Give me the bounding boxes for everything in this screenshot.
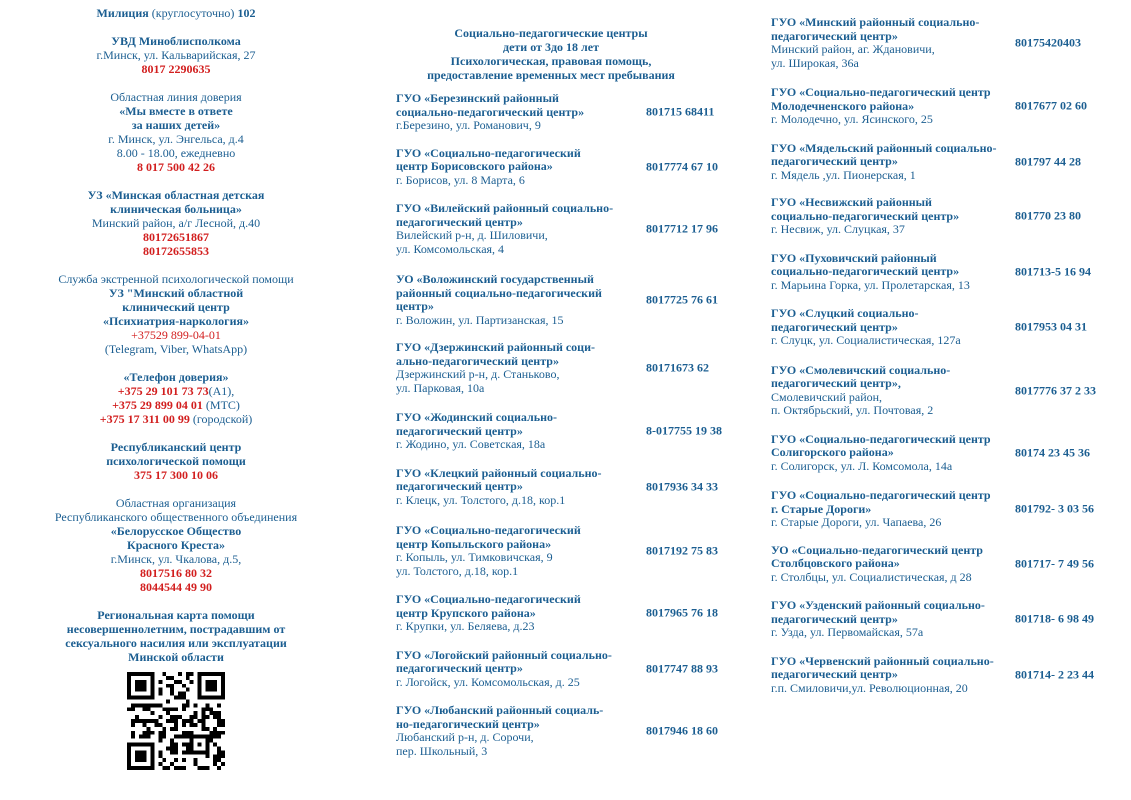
center-entry: [396, 467, 741, 508]
center-phone[interactable]: 8017946 18 60: [646, 723, 718, 738]
center-address-line: ул. Толстого, д.18, кор.1: [396, 563, 519, 578]
center-name-line: социально-педагогический центр»: [771, 264, 960, 278]
center-phone[interactable]: 80171673 62: [646, 360, 709, 375]
center-address-line: г. Столбцы, ул. Социалистическая, д 28: [771, 569, 972, 584]
center-address-line: г. Логойск, ул. Комсомольская, д. 25: [396, 674, 580, 689]
center-name-line: ГУО «Социально-педагогический центр: [771, 85, 991, 99]
center-phone[interactable]: 80175420403: [1015, 35, 1081, 50]
psych-label: Служба экстренной психологической помощи: [58, 272, 294, 286]
center-entry: [396, 704, 741, 758]
center-entry: [771, 364, 1116, 418]
militia-label: Милиция: [96, 6, 149, 20]
center-name-line: районный социально-педагогический: [396, 285, 602, 300]
center-name-line: ГУО «Социально-педагогический: [396, 145, 581, 160]
center-address-line: ул. Парковая, 10а: [396, 380, 485, 395]
center-phone[interactable]: 8017712 17 96: [646, 221, 718, 236]
uvd-block: [20, 34, 332, 76]
center-name-line: ально-педагогический центр»: [396, 353, 559, 368]
center-name-line: УО «Воложинский государственный: [396, 272, 594, 286]
center-entry: [396, 593, 741, 634]
red-cross-name-line: «Белорусское Общество: [110, 524, 242, 538]
map-block: [20, 608, 332, 770]
center-address-line: г. Крупки, ул. Беляева, д.23: [396, 619, 535, 633]
center-address-line: г.п. Смиловичи,ул. Революционная, 20: [771, 680, 968, 695]
center-entry: [771, 433, 1116, 474]
center-phone[interactable]: 8017192 75 83: [646, 543, 718, 558]
center-entry: [771, 489, 1116, 530]
center-name-line: ГУО «Пуховичский районный: [771, 250, 937, 265]
center-name-line: ГУО «Логойский районный социально-: [396, 647, 612, 662]
trust-phone-note: (МТС): [202, 398, 240, 412]
center-entry: [396, 649, 741, 690]
center-name-line: педагогический центр»: [771, 611, 898, 626]
uvd-address: г.Минск, ул. Кальварийская, 27: [96, 48, 256, 62]
center-entry: [771, 599, 1116, 640]
psych-name-line: клинический центр: [122, 300, 230, 314]
center-address-line: г. Мядель ,ул. Пионерская, 1: [771, 167, 916, 182]
hospital-phone[interactable]: 80172651867: [143, 230, 209, 244]
republic-phone[interactable]: 375 17 300 10 06: [134, 468, 218, 482]
trust-phone-a1[interactable]: +375 29 101 73 73: [117, 384, 209, 398]
red-cross-label-line: Областная организация: [115, 496, 237, 510]
center-phone[interactable]: 80174 23 45 36: [1015, 445, 1090, 459]
red-cross-block: [20, 496, 332, 594]
red-cross-name-line: Красного Креста»: [127, 538, 225, 552]
center-phone[interactable]: 8017953 04 31: [1015, 319, 1087, 334]
psych-phone[interactable]: +37529 899-04-01: [131, 328, 221, 342]
red-cross-phone[interactable]: 8044544 49 90: [140, 580, 212, 594]
centers-title-line: Психологическая, правовая помощь,: [450, 54, 652, 68]
center-entry: [771, 86, 1116, 127]
center-name-line: центр Копыльского района»: [396, 536, 552, 551]
center-phone[interactable]: 801797 44 28: [1015, 154, 1081, 168]
center-name-line: Столбцовского района»: [771, 556, 900, 570]
center-name-line: ГУО «Социально-педагогический центр: [771, 488, 991, 502]
map-title-line: Региональная карта помощи: [97, 608, 255, 622]
middle-center-list: [396, 92, 741, 758]
helpline-block: [20, 90, 332, 174]
center-address-line: г. Борисов, ул. 8 Марта, 6: [396, 172, 525, 187]
republic-name-line: психологической помощи: [106, 454, 246, 468]
center-name-line: педагогический центр»: [771, 28, 898, 43]
center-address-line: п. Октябрьский, ул. Почтовая, 2: [771, 403, 934, 417]
center-entry: [771, 655, 1116, 696]
center-name-line: ГУО «Клецкий районный социально-: [396, 465, 602, 480]
uvd-name: УВД Миноблисполкома: [111, 34, 241, 48]
centers-title-line: предоставление временных мест пребывания: [427, 68, 675, 82]
center-phone[interactable]: 8017965 76 18: [646, 605, 718, 620]
militia-hours: (круглосуточно): [148, 6, 238, 20]
center-name-line: УО «Социально-педагогический центр: [771, 542, 983, 557]
center-phone[interactable]: 8017725 76 61: [646, 292, 718, 307]
center-name-line: но-педагогический центр»: [396, 716, 540, 731]
center-name-line: социально-педагогический центр»: [396, 104, 585, 119]
center-entry: [396, 341, 741, 395]
helpline-hours: 8.00 - 18.00, ежедневно: [116, 146, 236, 160]
center-phone[interactable]: 801713-5 16 94: [1015, 264, 1091, 278]
center-phone[interactable]: 801792- 3 03 56: [1015, 501, 1094, 516]
center-name-line: педагогический центр»: [771, 667, 898, 681]
center-address-line: Минский район, аг. Ждановичи,: [771, 42, 935, 56]
center-entry: [771, 16, 1116, 70]
center-name-line: ГУО «Любанский районный социаль-: [396, 703, 604, 717]
map-title-line: Минской области: [128, 650, 224, 664]
psych-messengers: (Telegram, Viber, WhatsApp): [104, 342, 248, 356]
center-entry: [771, 142, 1116, 183]
uvd-phone[interactable]: 8017 2290635: [141, 62, 211, 76]
center-entry: [396, 411, 741, 452]
middle-column: [396, 26, 741, 758]
center-phone[interactable]: 8017774 67 10: [646, 159, 718, 173]
center-name-line: ГУО «Социально-педагогический центр: [771, 431, 991, 446]
center-address-line: пер. Школьный, 3: [396, 743, 488, 758]
helpline-address: г. Минск, ул. Энгельса, д.4: [108, 132, 244, 146]
center-name-line: ГУО «Мядельский районный социально-: [771, 140, 997, 155]
trust-phone-label: «Телефон доверия»: [123, 370, 229, 384]
center-address-line: г. Старые Дороги, ул. Чапаева, 26: [771, 515, 942, 529]
right-center-list: [771, 16, 1116, 695]
center-address-line: г. Жодино, ул. Советская, 18а: [396, 437, 546, 451]
helpline-label: Областная линия доверия: [110, 90, 242, 104]
center-entry: [396, 202, 741, 256]
red-cross-label-line: Республиканского общественного объединения: [54, 510, 298, 524]
center-address-line: г.Березино, ул. Романович, 9: [396, 118, 541, 132]
center-entry: [771, 544, 1116, 585]
left-column: [20, 6, 332, 770]
center-name-line: г. Старые Дороги»: [771, 501, 872, 516]
center-address-line: г. Узда, ул. Первомайская, 57а: [771, 625, 924, 639]
center-phone[interactable]: 8017936 34 33: [646, 479, 718, 493]
helpline-phone[interactable]: 8 017 500 42 26: [137, 160, 215, 174]
center-address-line: г. Воложин, ул. Партизанская, 15: [396, 312, 564, 327]
center-entry: [396, 147, 741, 188]
hospital-address: Минский район, а/г Лесной, д.40: [91, 216, 261, 230]
center-name-line: Молодечненского района»: [771, 98, 915, 113]
center-phone[interactable]: 8017776 37 2 33: [1015, 382, 1096, 397]
center-name-line: центр»: [396, 299, 434, 313]
center-name-line: педагогический центр»: [771, 319, 898, 334]
center-name-line: ГУО «Несвижский районный: [771, 195, 932, 209]
center-entry: [771, 252, 1116, 293]
center-name-line: педагогический центр»,: [771, 376, 901, 390]
center-address-line: ул. Широкая, 36а: [771, 55, 859, 70]
center-phone[interactable]: 801714- 2 23 44: [1015, 667, 1094, 681]
center-entry: [396, 273, 741, 327]
centers-title: [386, 26, 716, 82]
center-name-line: ГУО «Червенский районный социально-: [771, 653, 994, 668]
center-address-line: г. Молодечно, ул. Ясинского, 25: [771, 112, 933, 126]
red-cross-address: г.Минск, ул. Чкалова, д.5,: [110, 552, 242, 566]
center-address-line: Любанский р-н, д. Сорочи,: [396, 730, 534, 744]
center-name-line: ГУО «Социально-педагогический: [396, 523, 581, 537]
center-name-line: ГУО «Узденский районный социально-: [771, 598, 985, 612]
center-address-line: г. Слуцк, ул. Социалистическая, 127а: [771, 333, 961, 347]
republic-block: [20, 440, 332, 482]
center-address-line: ул. Комсомольская, 4: [396, 241, 505, 256]
map-title-line: несовершеннолетним, пострадавшим от: [66, 622, 286, 636]
red-cross-phone[interactable]: 8017516 80 32: [140, 566, 212, 580]
center-address-line: Дзержинский р-н, д. Станьково,: [396, 367, 560, 381]
center-entry: [771, 307, 1116, 348]
trust-phone-note: (А1),: [208, 384, 235, 398]
psych-name-line: «Психиатрия-наркология»: [102, 314, 250, 328]
center-address-line: Вилейский р-н, д. Шиловичи,: [396, 228, 548, 242]
center-name-line: ГУО «Слуцкий социально-: [771, 306, 919, 320]
center-name-line: педагогический центр»: [396, 214, 523, 229]
center-phone[interactable]: 801715 68411: [646, 104, 715, 119]
trust-phone-note: (городской): [189, 412, 253, 426]
centers-title-line: Социально-педагогические центры: [454, 26, 648, 40]
center-name-line: социально-педагогический центр»: [771, 208, 960, 223]
center-phone[interactable]: 801717- 7 49 56: [1015, 556, 1094, 570]
map-title-line: сексуального насилия или эксплуатации: [65, 636, 287, 650]
center-entry: [771, 196, 1116, 237]
hospital-phone[interactable]: 80172655853: [143, 244, 209, 258]
center-phone[interactable]: 801770 23 80: [1015, 208, 1081, 223]
center-address-line: г. Копыль, ул. Тимковичская, 9: [396, 550, 553, 564]
center-name-line: ГУО «Жодинский социально-: [396, 410, 558, 424]
psych-name-line: УЗ "Минский областной: [108, 286, 244, 300]
center-name-line: педагогический центр»: [396, 661, 523, 675]
trust-phone-city[interactable]: +375 17 311 00 99: [99, 412, 190, 426]
center-name-line: центр Крупского района»: [396, 605, 536, 620]
center-name-line: педагогический центр»: [396, 423, 523, 438]
helpline-name-line: «Мы вместе в ответе: [119, 104, 233, 118]
hospital-block: [20, 188, 332, 258]
militia-block: [20, 6, 332, 20]
center-address-line: Смолевичский район,: [771, 389, 883, 404]
trust-phone-mts[interactable]: +375 29 899 04 01: [112, 398, 203, 412]
center-address-line: г. Солигорск, ул. Л. Комсомола, 14а: [771, 458, 953, 473]
militia-phone[interactable]: 102: [237, 6, 256, 20]
center-name-line: центр Борисовского района»: [396, 159, 553, 173]
center-name-line: ГУО «Вилейский районный социально-: [396, 201, 614, 215]
trust-phone-block: [20, 370, 332, 426]
qr-code-icon[interactable]: [127, 672, 225, 770]
center-phone[interactable]: 801718- 6 98 49: [1015, 611, 1094, 626]
center-name-line: ГУО «Дзержинский районный соци-: [396, 340, 596, 354]
right-column: [771, 16, 1116, 695]
center-address-line: г. Марьина Горка, ул. Пролетарская, 13: [771, 277, 970, 292]
center-address-line: г. Клецк, ул. Толстого, д.18, кор.1: [396, 492, 566, 507]
center-address-line: г. Несвиж, ул. Слуцкая, 37: [771, 222, 905, 236]
center-name-line: ГУО «Березинский районный: [396, 91, 559, 105]
psych-block: [20, 272, 332, 356]
center-name-line: ГУО «Минский районный социально-: [771, 15, 980, 29]
center-name-line: педагогический центр»: [396, 479, 523, 493]
hospital-name-line: клиническая больница»: [110, 202, 242, 216]
helpline-name-line: за наших детей»: [131, 118, 221, 132]
center-name-line: ГУО «Социально-педагогический: [396, 592, 581, 606]
hospital-name-line: УЗ «Минская областная детская: [87, 188, 265, 202]
center-phone[interactable]: 8017747 88 93: [646, 661, 718, 675]
center-phone[interactable]: 8-017755 19 38: [646, 423, 722, 438]
centers-title-line: дети от 3до 18 лет: [503, 40, 599, 54]
republic-name-line: Республиканский центр: [110, 440, 242, 454]
center-name-line: Солигорского района»: [771, 445, 894, 459]
center-name-line: педагогический центр»: [771, 154, 898, 168]
center-entry: [396, 92, 741, 133]
center-entry: [396, 524, 741, 578]
center-name-line: ГУО «Смолевичский социально-: [771, 362, 951, 377]
center-phone[interactable]: 8017677 02 60: [1015, 98, 1087, 113]
